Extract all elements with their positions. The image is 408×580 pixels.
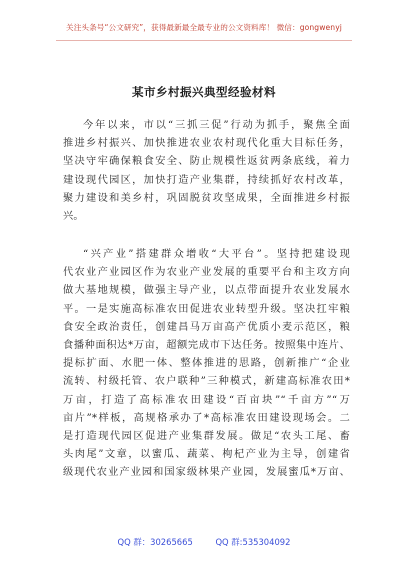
paragraph-2 [63,246,350,482]
paragraph-line: 亩片”*样板，高规格承办了*高标准农田建设现场会。二 [63,412,350,424]
paragraph-line: 平。一是实施高标准农田促进农业转型升级。坚决扛牢粮 [63,303,350,315]
header-divider [56,40,352,41]
paragraph-line: 是打造现代园区促进产业集群发展。做足“农头工尾、畜 [63,430,350,442]
paragraph-line: 万亩，打造了高标准农田建设“百亩块”“千亩方”“万 [63,394,350,406]
header-banner: 关注头条号“公文研究”，获得最新最全最专业的公文资料库！ 微信：gongwenyj [66,23,342,32]
paragraph-line: 头肉尾”文章，以蜜瓜、蔬菜、枸杞产业为主导，创建省 [63,449,350,461]
document-title: 某市乡村振兴典型经验材料 [132,85,276,99]
paragraph-line: 聚力建设和美乡村，巩固脱贫攻坚成果，全面推进乡村振 [63,192,350,204]
footer-qq-group-1: QQ 群：30265665 [117,537,193,547]
paragraph-1 [63,117,350,226]
paragraph-line: 级现代农业产业园和国家级林果产业园，发展蜜瓜*万亩、 [63,467,350,479]
paragraph-line: 做大基地规模，做强主导产业，以点带面提升农业发展水 [63,285,350,297]
paragraph-line: 兴。 [63,210,84,222]
paragraph-line: “兴产业”搭建群众增收“大平台”。坚持把建设现 [83,249,350,260]
paragraph-line: 食播种面积达*万亩，超额完成市下达任务。按照集中连片、 [63,339,350,351]
paragraph-line: 今年以来，市以“三抓三促”行动为抓手，聚焦全面 [83,120,350,131]
paragraph-line: 坚决守牢确保粮食安全、防止规模性返贫两条底线，着力 [63,156,350,168]
footer-qq-group-2: QQ 群:535304092 [215,537,291,547]
paragraph-line: 流转、村级托管、农户联种”三种模式，新建高标准农田* [63,376,350,388]
paragraph-line: 代农业产业园区作为农业产业发展的重要平台和主攻方向 [63,267,350,279]
paragraph-line: 提标扩面、水肥一体、整体推进的思路，创新推广“企业 [63,358,350,370]
paragraph-line: 推进乡村振兴、加快推进农业农村现代化重大目标任务， [63,138,350,150]
footer-contact [0,536,408,548]
paragraph-line: 建设现代园区，加快打造产业集群，持续抓好农村改革， [63,174,350,186]
paragraph-line: 食安全政治责任，创建昌马万亩高产优质小麦示范区，粮 [63,321,350,333]
